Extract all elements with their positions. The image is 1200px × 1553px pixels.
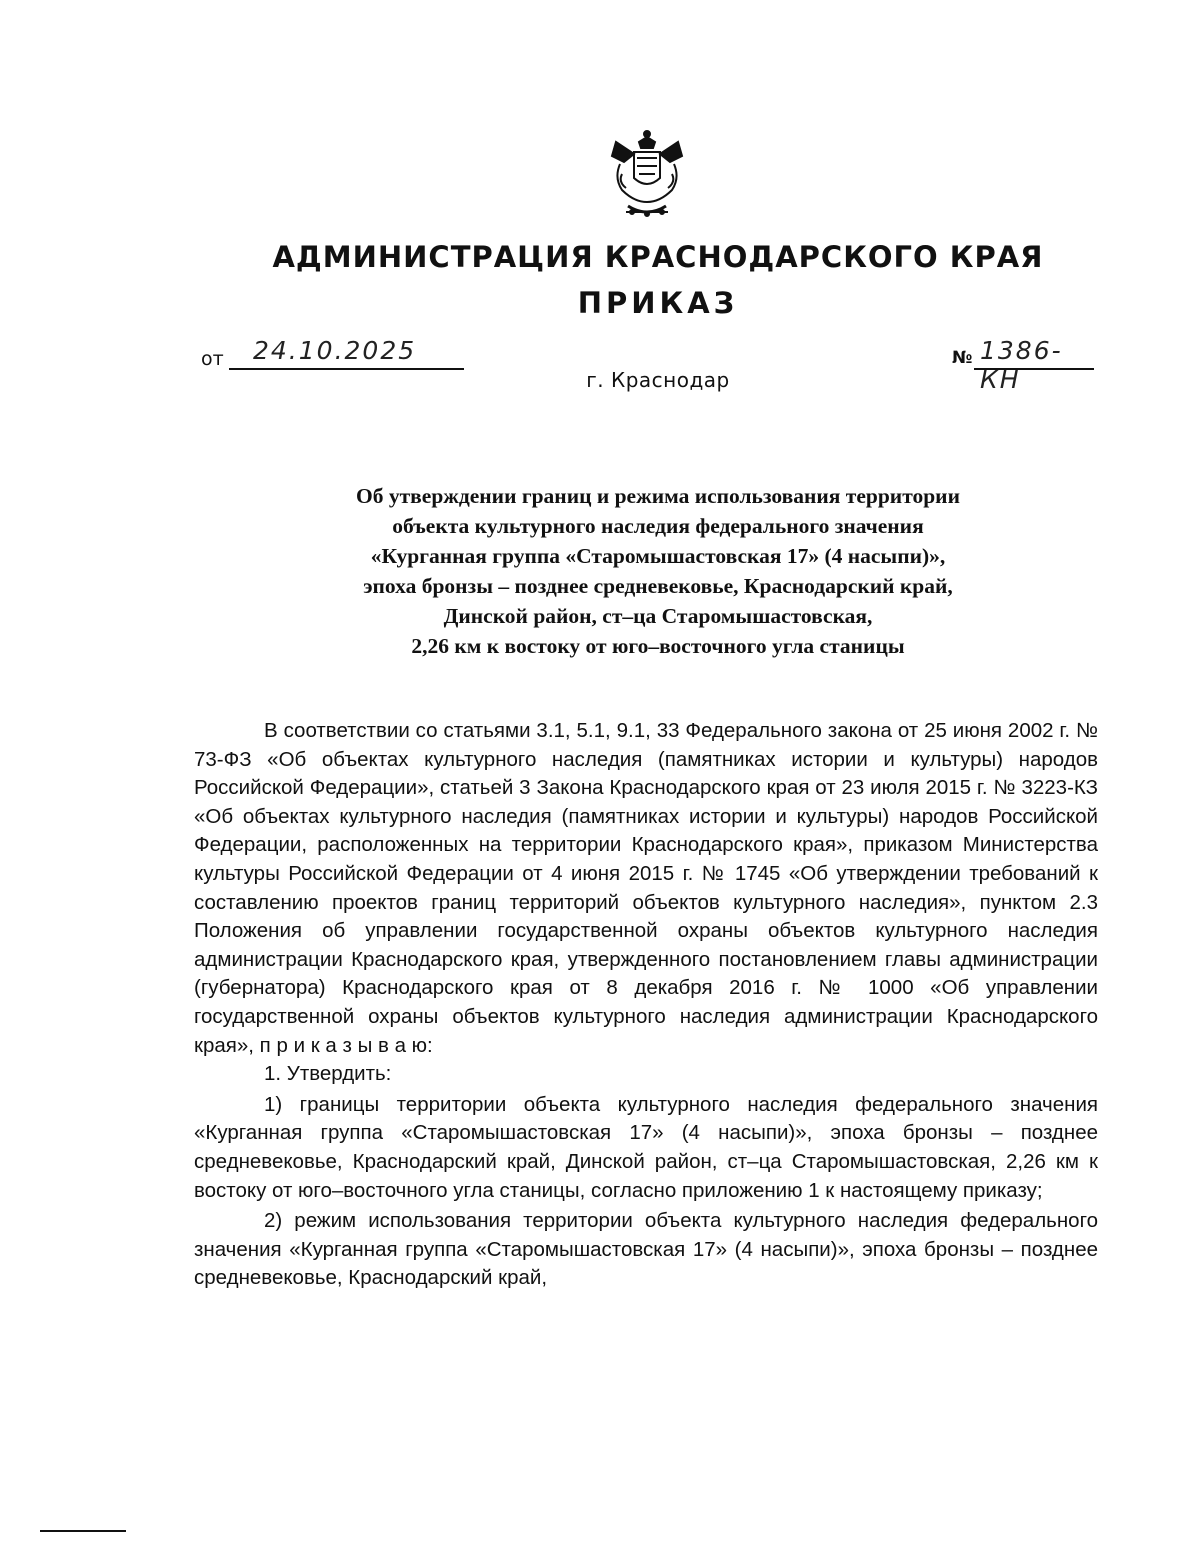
subject-line: Об утверждении границ и режима использования территории <box>356 484 960 508</box>
number-field <box>974 336 1094 394</box>
document-body <box>194 717 1098 1293</box>
subject-line: объекта культурного наследия федерального значения <box>392 514 924 538</box>
date-label: от <box>201 348 224 370</box>
organization-title: АДМИНИСТРАЦИЯ КРАСНОДАРСКОГО КРАЯ <box>272 240 1044 274</box>
coat-of-arms-emblem <box>606 128 688 220</box>
item-1-subitem-1: 1) границы территории объекта культурного наследия федерального значения «Курганная группа «Старомышастовская 17» (4 насыпи)», эпоха бронзы – позднее средневековье, Краснодарский край, Динской район, ст–ца Старомышастовская, 2,26 км к востоку от юго–восточного угла станицы, согласно приложению 1 к настоящему приказу; <box>194 1092 1098 1202</box>
document-meta-row <box>0 338 1200 408</box>
order-word: п р и к а з ы в а ю: <box>259 1033 433 1057</box>
handwritten-date: 24.10.2025 <box>253 336 417 365</box>
item-1: 1. Утвердить: <box>264 1062 392 1086</box>
city-label: г. Краснодар <box>586 368 730 392</box>
item-1-subitem-2: 2) режим использования территории объекта культурного наследия федерального значения «Курганная группа «Старомышастовская 17» (4 насыпи)», эпоха бронзы – позднее средневековье, Краснодарский край, <box>194 1209 1098 1290</box>
preamble-paragraph <box>194 717 1098 1060</box>
coat-of-arms-icon <box>606 128 688 220</box>
subject-line: 2,26 км к востоку от юго–восточного угла станицы <box>411 634 905 658</box>
subject-line: Динской район, ст–ца Старомышастовская, <box>443 604 873 628</box>
document-type-title: ПРИКАЗ <box>577 286 739 320</box>
subject-line: «Курганная группа «Старомышастовская 17» (4 насыпи)», <box>370 544 946 568</box>
subject-line: эпоха бронзы – позднее средневековье, Краснодарский край, <box>363 574 953 598</box>
document-subject <box>232 481 1084 661</box>
preamble-text: В соответствии со статьями 3.1, 5.1, 9.1, 33 Федерального закона от 25 июня 2002 г. № 73-ФЗ «Об объектах культурного наследия (памятниках истории и культуры) народов Российской Федерации», статьей 3 Закона Краснодарского края от 23 июля 2015 г. № 3223-КЗ «Об объектах культурного наследия (памятниках истории и культуры) народов Российской Федерации, расположенных на территории Краснодарского края», приказом Министерства культуры Российской Федерации от 4 июня 2015 г. № 1745 «Об утверждении требований к составлению проектов границ территорий объектов культурного наследия», пунктом 2.3 Положения об управлении государственной охраны объектов культурного наследия администрации Краснодарского края, утвержденного постановлением главы администрации (губернатора) Краснодарского края от 8 декабря 2016 г. № 1000 «Об управлении государственной охраны объектов культурного наследия администрации Краснодарского края», <box>194 719 1098 1057</box>
date-field <box>229 338 464 370</box>
footnote-separator <box>40 1530 126 1532</box>
number-label: № <box>952 348 973 368</box>
handwritten-number: 1386-КН <box>980 336 1063 394</box>
